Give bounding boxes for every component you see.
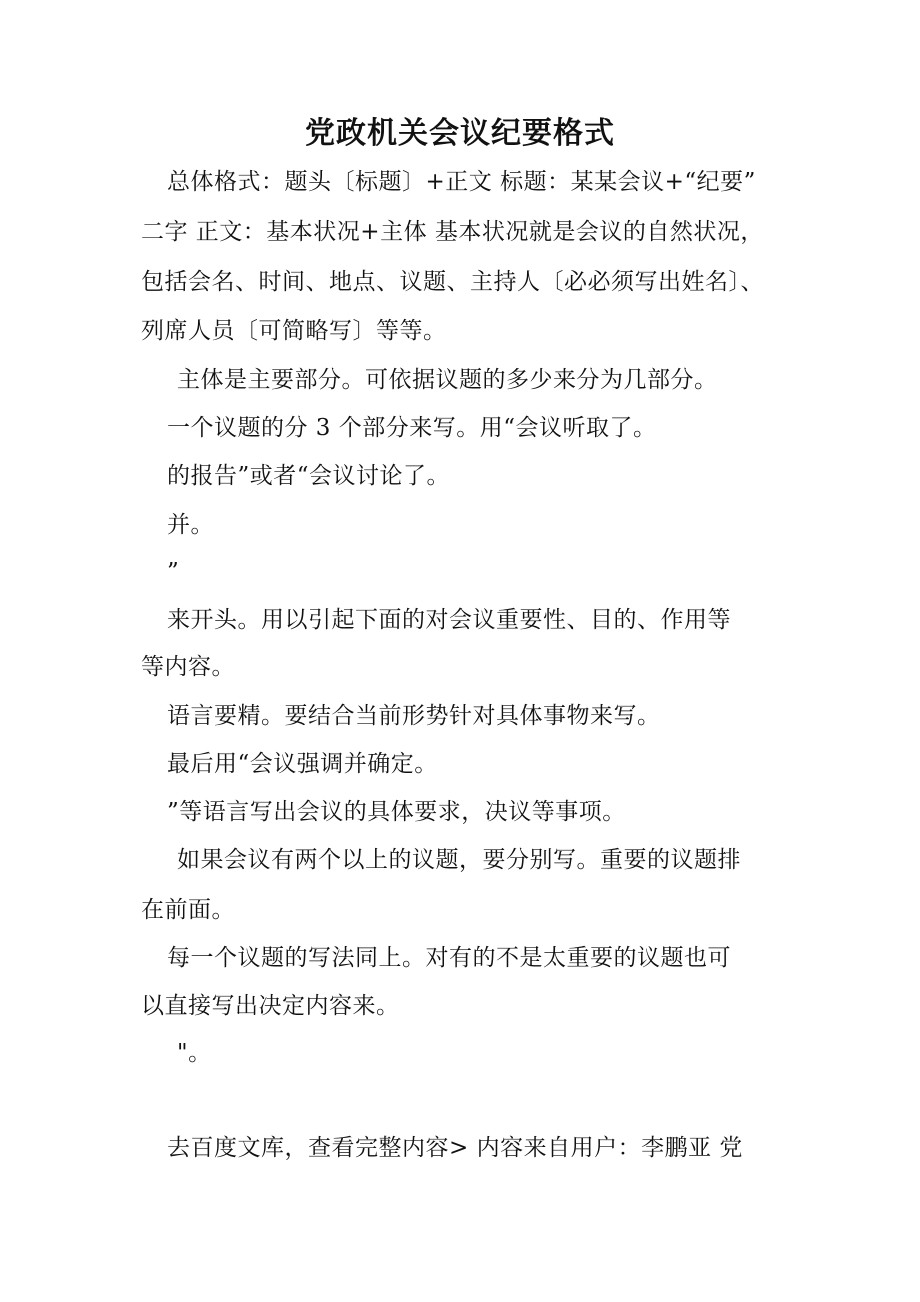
text-line: 的报告”或者“会议讨论了。 (167, 463, 451, 489)
text-line: 在前面。 (141, 897, 235, 923)
text-line: 并。 (167, 512, 214, 538)
text-line: 以直接写出决定内容来。 (141, 993, 400, 1019)
text-line: 包括会名、时间、地点、议题、主持人〔必必须写出姓名〕、 (141, 269, 764, 295)
text-line: 等内容。 (141, 654, 235, 680)
text-line: 主体是主要部分。可依据议题的多少来分为几部分。 (177, 367, 718, 393)
text-line: 列席人员〔可简略写〕等等。 (141, 318, 447, 344)
text-line: 语言要精。要结合当前形势针对具体事物来写。 (167, 703, 661, 729)
text-line: 每一个议题的写法同上。对有的不是太重要的议题也可 (167, 945, 731, 971)
text-line: 如果会议有两个以上的议题，要分别写。重要的议题排 (177, 847, 741, 873)
text-line: 一个议题的分 3 个部分来写。用“会议听取了。 (167, 415, 657, 441)
text-line: ” (167, 559, 180, 585)
text-line: 总体格式：题头〔标题〕+正文 标题：某某会议+“纪要” (167, 169, 756, 195)
text-line: ”等语言写出会议的具体要求，决议等事项。 (167, 799, 626, 825)
source-note-link[interactable]: 去百度文库，查看完整内容> 内容来自用户：李鹏亚 党 (167, 1135, 743, 1161)
text-line: "。 (177, 1040, 212, 1066)
text-line: 来开头。用以引起下面的对会议重要性、目的、作用等 (167, 607, 731, 633)
text-line: 二字 正文：基本状况+主体 基本状况就是会议的自然状况， (141, 219, 764, 245)
document-title: 党政机关会议纪要格式 (305, 116, 615, 151)
text-line: 最后用“会议强调并确定。 (167, 751, 438, 777)
